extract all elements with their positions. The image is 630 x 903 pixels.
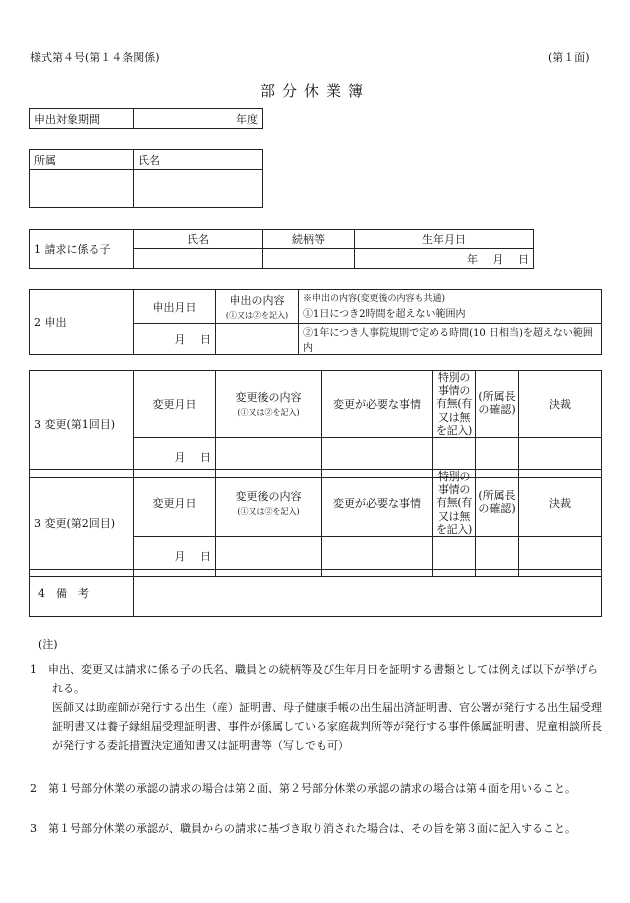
change-1-date-field[interactable]: 月 日 [134, 437, 216, 477]
change-2-section-label: 3 変更(第2回目) [30, 470, 134, 577]
application-content-note: (①又は②を記入) [225, 311, 289, 320]
change-2-content-header: 変更後の内容 (①又は②を記入) [216, 470, 322, 537]
child-name-field[interactable] [134, 249, 263, 269]
note-1: 1 申出、変更又は請求に係る子の氏名、職員との続柄等及び生年月日を証明する書類としては例えば以下が挙げられる。 [30, 663, 598, 695]
application-section-label: 2 申出 [30, 290, 134, 355]
change-2-date-header: 変更月日 [134, 470, 216, 537]
period-label: 申出対象期間 [30, 109, 134, 129]
change-2-date-field[interactable]: 月 日 [134, 536, 216, 576]
change-1-reason-header: 変更が必要な事情 [322, 371, 433, 438]
application-date-field[interactable]: 月 日 [134, 324, 216, 355]
note-1-detail: 医師又は助産師が発行する出生（産）証明書、母子健康手帳の出生届出済証明書、官公署が発行する出生届受理証明書又は養子縁組届受理証明書、事件が係属している家庭裁判所等が発行する事件係属証明書、児童相談所長が発行する委託措置決定通知書又は証明書等（写しでも可） [52, 701, 602, 752]
application-content-field[interactable] [216, 324, 299, 355]
change-1-confirm-header: (所属長の確認) [476, 371, 519, 438]
application-info-title: ※申出の内容(変更後の内容も共通) [303, 294, 446, 304]
application-date-header: 申出月日 [134, 290, 216, 324]
change-1-content-header: 変更後の内容 (①又は②を記入) [216, 371, 322, 438]
change-2-decision-header: 決裁 [519, 470, 602, 537]
page-number: (第１面) [548, 51, 590, 64]
application-table [29, 289, 602, 355]
page-title: 部分休業簿 [259, 82, 370, 100]
child-section-label: 1 請求に係る子 [30, 230, 134, 269]
note-2: 2 第１号部分休業の承認の請求の場合は第２面、第２号部分休業の承認の請求の場合は第４面を用いること。 [30, 782, 576, 795]
child-dob-format: 年 月 日 [467, 252, 529, 266]
name-field[interactable] [134, 170, 263, 208]
form-number: 様式第４号(第１４条関係) [30, 51, 160, 64]
application-info-1: ①1日につき2時間を超えない範囲内 [303, 309, 466, 320]
affiliation-table [29, 149, 263, 208]
child-relation-header: 続柄等 [263, 230, 355, 249]
change-2-special-header: 特別の事情の有無(有又は無を記入) [433, 470, 476, 537]
change-1-table [29, 370, 602, 478]
change-2-table [29, 469, 602, 577]
name-label: 氏名 [134, 150, 263, 170]
child-relation-field[interactable] [263, 249, 355, 269]
change-1-special-header: 特別の事情の有無(有又は無を記入) [433, 371, 476, 438]
period-year-field[interactable] [134, 109, 263, 129]
remarks-table [29, 569, 602, 617]
child-dob-header: 生年月日 [355, 230, 534, 249]
period-table [29, 108, 263, 129]
change-2-reason-header: 変更が必要な事情 [322, 470, 433, 537]
remarks-field[interactable] [134, 570, 602, 617]
change-2-confirm-header: (所属長の確認) [476, 470, 519, 537]
change-1-decision-header: 決裁 [519, 371, 602, 438]
child-dob-field[interactable] [355, 249, 534, 269]
remarks-label: 4 備 考 [30, 570, 134, 617]
change-1-date-header: 変更月日 [134, 371, 216, 438]
application-content-header: 申出の内容 (①又は②を記入) [216, 290, 299, 324]
dept-label: 所属 [30, 150, 134, 170]
child-name-header: 氏名 [134, 230, 263, 249]
change-1-section-label: 3 変更(第1回目) [30, 371, 134, 478]
note-3: 3 第１号部分休業の承認が、職員からの請求に基づき取り消された場合は、その旨を第３面に記入すること。 [30, 822, 576, 835]
application-info-2: ②1年につき人事院規則で定める時間(10 日相当)を超えない範囲内 [299, 324, 602, 355]
child-table [29, 229, 534, 269]
notes-heading: (注) [38, 638, 58, 651]
dept-field[interactable] [30, 170, 134, 208]
period-suffix: 年度 [236, 112, 258, 126]
application-info-top [299, 290, 602, 324]
notes [30, 635, 605, 838]
